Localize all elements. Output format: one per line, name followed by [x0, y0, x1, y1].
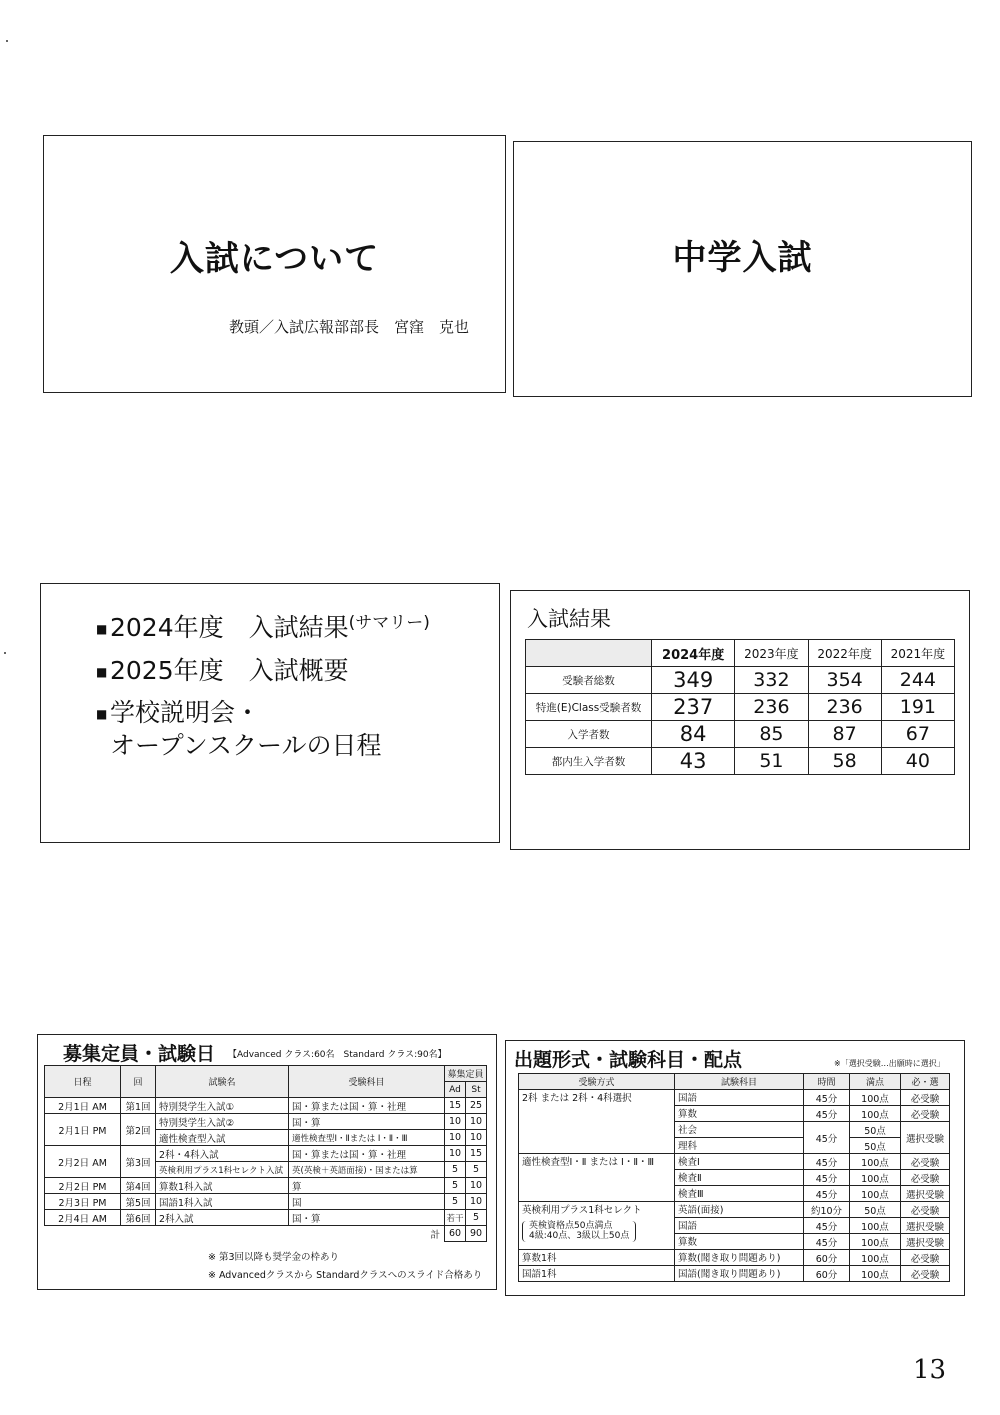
- date-cell: 2月3日 PM: [45, 1194, 121, 1210]
- round-cell: 第1回: [121, 1098, 156, 1114]
- method-cell: 算数1科: [519, 1250, 675, 1266]
- table-cell: 349: [652, 667, 735, 694]
- exam-name-cell: 2科・4科入試: [156, 1146, 289, 1162]
- row-label: 受験者総数: [526, 667, 652, 694]
- table-header-row: [526, 640, 955, 667]
- time-cell: 60分: [804, 1266, 850, 1282]
- type-cell: 選択受験: [901, 1218, 950, 1234]
- subject-cell: 英(英検＋英語面接)・国または算: [289, 1162, 445, 1178]
- type-cell: 必受験: [901, 1154, 950, 1170]
- table-header: 回: [121, 1066, 156, 1098]
- ad-cell: 5: [445, 1162, 466, 1178]
- subject-cell: 社会: [675, 1122, 804, 1138]
- method-label: 英検利用プラス1科セレクト: [522, 1205, 642, 1216]
- type-cell: 選択受験: [901, 1186, 950, 1202]
- score-cell: 50点: [850, 1202, 901, 1218]
- type-cell: 必受験: [901, 1202, 950, 1218]
- subject-cell: 国・算または国・算・社理: [289, 1098, 445, 1114]
- table-cell: 332: [735, 667, 808, 694]
- subject-cell: 国・算: [289, 1114, 445, 1130]
- exam-name-cell: 2科入試: [156, 1210, 289, 1226]
- table-cell: 236: [735, 694, 808, 721]
- method-cell: 2科 または 2科・4科選択: [519, 1090, 675, 1154]
- time-cell: 45分: [804, 1186, 850, 1202]
- slide-title-heading: 入試について: [169, 239, 380, 279]
- bullet-icon: ■: [96, 664, 108, 679]
- method-cell: [519, 1202, 675, 1250]
- st-cell: 5: [466, 1162, 487, 1178]
- subject-cell: 国語(聞き取り問題あり): [675, 1266, 804, 1282]
- round-cell: 第3回: [121, 1146, 156, 1178]
- ad-cell: 5: [445, 1178, 466, 1194]
- st-cell: 10: [466, 1130, 487, 1146]
- subject-cell: 国・算または国・算・社理: [289, 1146, 445, 1162]
- subject-cell: 算数: [675, 1234, 804, 1250]
- exam-name-cell: 特別奨学生入試①: [156, 1098, 289, 1114]
- footnote: ※ Advancedクラスから Standardクラスへのスライド合格あり: [208, 1270, 483, 1281]
- score-cell: 50点: [850, 1138, 901, 1154]
- format-table: [518, 1073, 950, 1282]
- table-header: 日程: [45, 1066, 121, 1098]
- exam-name-cell: 特別奨学生入試②: [156, 1114, 289, 1130]
- scan-speck: [6, 40, 8, 42]
- total-ad-cell: 60: [445, 1226, 466, 1242]
- table-header: 必・選: [901, 1074, 950, 1090]
- st-cell: 25: [466, 1098, 487, 1114]
- date-cell: 2月1日 AM: [45, 1098, 121, 1114]
- subject-cell: 英語(面接): [675, 1202, 804, 1218]
- type-cell: 必受験: [901, 1266, 950, 1282]
- row-label: 都内生入学者数: [526, 748, 652, 775]
- subject-cell: 国・算: [289, 1210, 445, 1226]
- round-cell: 第2回: [121, 1114, 156, 1146]
- table-header: 試験名: [156, 1066, 289, 1098]
- type-cell: 選択受験: [901, 1122, 950, 1154]
- ad-cell: 10: [445, 1146, 466, 1162]
- table-header: 試験科目: [675, 1074, 804, 1090]
- agenda-item-text: 2025年度 入試概要: [110, 655, 349, 685]
- score-cell: 100点: [850, 1234, 901, 1250]
- score-cell: 100点: [850, 1186, 901, 1202]
- table-cell: 87: [808, 721, 881, 748]
- st-cell: 15: [466, 1146, 487, 1162]
- row-label: 入学者数: [526, 721, 652, 748]
- table-header: 受験方式: [519, 1074, 675, 1090]
- table-cell: 244: [881, 667, 954, 694]
- type-cell: 必受験: [901, 1170, 950, 1186]
- table-row: [45, 1114, 487, 1130]
- time-cell: 45分: [804, 1154, 850, 1170]
- exam-name-cell: 適性検査型入試: [156, 1130, 289, 1146]
- table-header-blank: [526, 640, 652, 667]
- slide-quota-schedule: [37, 1034, 497, 1290]
- table-row: [45, 1098, 487, 1114]
- table-row: [519, 1266, 950, 1282]
- table-cell: 191: [881, 694, 954, 721]
- exam-name-cell: 算数1科入試: [156, 1178, 289, 1194]
- slide-title: [43, 135, 506, 393]
- slide-section-heading: 中学入試: [672, 238, 813, 278]
- score-cell: 100点: [850, 1090, 901, 1106]
- table-header: 2022年度: [808, 640, 881, 667]
- table-header: 時間: [804, 1074, 850, 1090]
- time-cell: 45分: [804, 1090, 850, 1106]
- eiken-note: [522, 1221, 636, 1242]
- time-cell: 60分: [804, 1250, 850, 1266]
- table-cell: 237: [652, 694, 735, 721]
- subject-cell: 検査Ⅱ: [675, 1170, 804, 1186]
- table-cell: 354: [808, 667, 881, 694]
- ad-cell: 10: [445, 1130, 466, 1146]
- agenda-item-note: (サマリー): [348, 613, 430, 633]
- method-cell: 適性検査型Ⅰ・Ⅱ または Ⅰ・Ⅱ・Ⅲ: [519, 1154, 675, 1202]
- table-row: [519, 1090, 950, 1106]
- time-cell: 45分: [804, 1218, 850, 1234]
- round-cell: 第6回: [121, 1210, 156, 1226]
- subject-cell: 算数: [675, 1106, 804, 1122]
- date-cell: 2月2日 AM: [45, 1146, 121, 1178]
- slide-exam-format: [505, 1040, 965, 1296]
- table-header: 募集定員: [445, 1066, 487, 1082]
- subject-cell: 理科: [675, 1138, 804, 1154]
- table-row: [519, 1250, 950, 1266]
- agenda-item-text: 2024年度 入試結果: [110, 613, 349, 642]
- st-cell: 10: [466, 1114, 487, 1130]
- table-header: 満点: [850, 1074, 901, 1090]
- slide-junior-high-exam: [513, 141, 972, 397]
- table-cell: 43: [652, 748, 735, 775]
- time-cell: 約10分: [804, 1202, 850, 1218]
- st-cell: 5: [466, 1210, 487, 1226]
- agenda-item: [96, 697, 430, 762]
- table-row: [526, 667, 955, 694]
- table-cell: 84: [652, 721, 735, 748]
- subject-cell: 適性検査型Ⅰ・Ⅱまたは Ⅰ・Ⅱ・Ⅲ: [289, 1130, 445, 1146]
- page-number: 13: [913, 1355, 947, 1385]
- table-header: 2024年度: [652, 640, 735, 667]
- total-st-cell: 90: [466, 1226, 487, 1242]
- subject-cell: 検査Ⅲ: [675, 1186, 804, 1202]
- table-cell: 236: [808, 694, 881, 721]
- score-cell: 50点: [850, 1122, 901, 1138]
- row-label: 特進(E)Class受験者数: [526, 694, 652, 721]
- time-cell: 45分: [804, 1122, 850, 1154]
- score-cell: 100点: [850, 1250, 901, 1266]
- table-row: [45, 1194, 487, 1210]
- scan-speck: [4, 652, 6, 654]
- score-cell: 100点: [850, 1170, 901, 1186]
- table-row: [45, 1178, 487, 1194]
- table-cell: 67: [881, 721, 954, 748]
- table-row: [519, 1202, 950, 1218]
- eiken-note-line: 英検資格点50点満点: [529, 1221, 613, 1231]
- round-cell: 第5回: [121, 1194, 156, 1210]
- table-cell: 58: [808, 748, 881, 775]
- time-cell: 45分: [804, 1234, 850, 1250]
- subject-cell: 国: [289, 1194, 445, 1210]
- table-header: St: [466, 1082, 487, 1098]
- method-cell: 国語1科: [519, 1266, 675, 1282]
- table-header: 受験科目: [289, 1066, 445, 1098]
- bullet-icon: ■: [96, 707, 108, 721]
- type-cell: 選択受験: [901, 1234, 950, 1250]
- quota-title: 募集定員・試験日: [63, 1043, 216, 1065]
- ad-cell: 10: [445, 1114, 466, 1130]
- score-cell: 100点: [850, 1154, 901, 1170]
- type-cell: 必受験: [901, 1250, 950, 1266]
- subject-cell: 検査Ⅰ: [675, 1154, 804, 1170]
- table-cell: 51: [735, 748, 808, 775]
- type-cell: 必受験: [901, 1106, 950, 1122]
- subject-cell: 算数(聞き取り問題あり): [675, 1250, 804, 1266]
- slide-agenda: [40, 583, 500, 843]
- table-row: [526, 748, 955, 775]
- table-header: 2021年度: [881, 640, 954, 667]
- subject-cell: 国語: [675, 1218, 804, 1234]
- slide-title-presenter: 教頭／入試広報部部長 宮窪 克也: [229, 318, 470, 336]
- st-cell: 10: [466, 1194, 487, 1210]
- ad-cell: 5: [445, 1194, 466, 1210]
- table-row: [526, 721, 955, 748]
- st-cell: 10: [466, 1178, 487, 1194]
- total-label: 計: [45, 1226, 445, 1242]
- agenda-item: [96, 612, 430, 645]
- table-row: [45, 1210, 487, 1226]
- table-cell: 85: [735, 721, 808, 748]
- quota-caption: 【Advanced クラス:60名 Standard クラス:90名】: [228, 1050, 447, 1060]
- date-cell: 2月4日 AM: [45, 1210, 121, 1226]
- results-table: [525, 639, 955, 775]
- format-caption: ※「選択受験…出願時に選択」: [834, 1059, 945, 1068]
- table-row: [519, 1154, 950, 1170]
- table-header-row: [45, 1066, 487, 1082]
- exam-name-cell: 国語1科入試: [156, 1194, 289, 1210]
- agenda-list: [96, 612, 430, 762]
- format-title: 出題形式・試験科目・配点: [514, 1049, 743, 1071]
- exam-name-cell: 英検利用プラス1科セレクト入試: [156, 1162, 289, 1178]
- eiken-note-line: 4級:40点、3級以上50点: [529, 1231, 630, 1242]
- results-title: 入試結果: [527, 607, 611, 631]
- time-cell: 45分: [804, 1170, 850, 1186]
- footnote: ※ 第3回以降も奨学金の枠あり: [208, 1252, 340, 1263]
- ad-cell: 若干: [445, 1210, 466, 1226]
- bullet-icon: ■: [96, 622, 108, 636]
- round-cell: 第4回: [121, 1178, 156, 1194]
- table-row: [526, 694, 955, 721]
- date-cell: 2月2日 PM: [45, 1178, 121, 1194]
- table-header-row: [519, 1074, 950, 1090]
- subject-cell: 国語: [675, 1090, 804, 1106]
- slide-exam-results: [510, 590, 970, 850]
- table-row: [45, 1146, 487, 1162]
- agenda-item: [96, 655, 430, 688]
- subject-cell: 算: [289, 1178, 445, 1194]
- table-header: Ad: [445, 1082, 466, 1098]
- agenda-item-text: 学校説明会・ オープンスクールの日程: [110, 698, 382, 760]
- table-header: 2023年度: [735, 640, 808, 667]
- date-cell: 2月1日 PM: [45, 1114, 121, 1146]
- score-cell: 100点: [850, 1266, 901, 1282]
- ad-cell: 15: [445, 1098, 466, 1114]
- quota-table: [44, 1065, 487, 1242]
- type-cell: 必受験: [901, 1090, 950, 1106]
- time-cell: 45分: [804, 1106, 850, 1122]
- table-cell: 40: [881, 748, 954, 775]
- score-cell: 100点: [850, 1106, 901, 1122]
- table-total-row: [45, 1226, 487, 1242]
- score-cell: 100点: [850, 1218, 901, 1234]
